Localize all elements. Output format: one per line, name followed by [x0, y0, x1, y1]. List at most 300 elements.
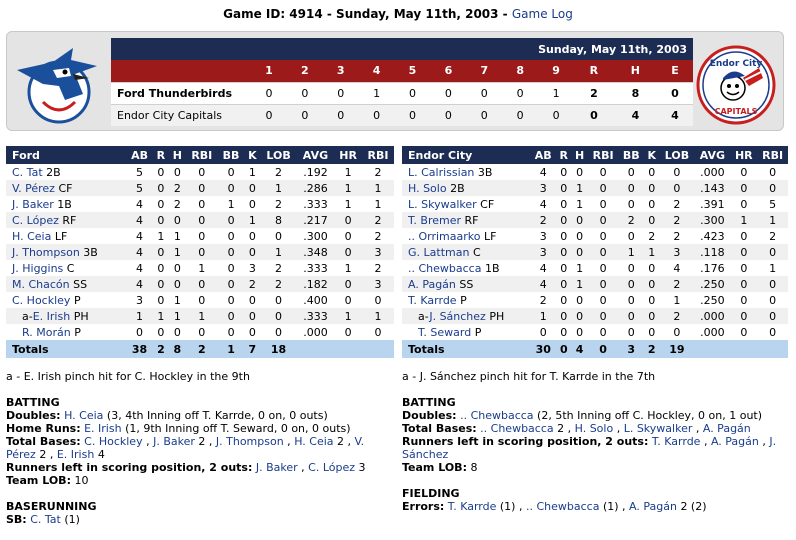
stat-cell: 4: [136, 261, 144, 275]
stat-cell: 0: [173, 325, 181, 339]
stat-cell: 0: [153, 244, 169, 260]
stat-cell: 0: [248, 293, 256, 307]
player-cell: [6, 164, 126, 180]
doubles-line: [402, 409, 788, 422]
player-link[interactable]: M. Chacón: [12, 277, 70, 291]
errors-header: E: [657, 60, 693, 82]
stat-cell: 0: [248, 325, 256, 339]
runs-header: R: [574, 60, 614, 82]
player-link[interactable]: H. Solo: [574, 422, 614, 435]
stat-cell: 0: [730, 308, 757, 324]
stat-cell: 1: [576, 261, 584, 275]
stat-cell: 0: [571, 308, 587, 324]
stat-cell: 0: [618, 180, 644, 196]
col-rbi: RBI: [588, 146, 619, 164]
player-link[interactable]: .. Chewbacca: [480, 422, 554, 435]
stat-cell: 0: [560, 229, 568, 243]
stat-cell: 0: [757, 180, 788, 196]
player-position: C: [472, 245, 481, 259]
inning-score: 0: [323, 104, 359, 126]
inning-score: 1: [359, 82, 395, 104]
stat-cell: 0: [218, 308, 245, 324]
col-r: R: [153, 146, 169, 164]
stat-cell: 0: [740, 293, 748, 307]
total-errors: 4: [657, 104, 693, 126]
stat-cell: 0: [227, 261, 235, 275]
errors-label: Errors:: [402, 500, 445, 513]
stat-cell: 0: [599, 229, 607, 243]
game-log-link[interactable]: Game Log: [511, 7, 573, 21]
stat-cell: 4: [136, 229, 144, 243]
player-link[interactable]: C. Hockley: [84, 435, 143, 448]
stat-cell: .250: [700, 293, 725, 307]
stat-cell: 1: [126, 308, 153, 324]
stat-cell: 4: [673, 261, 681, 275]
player-row: [402, 292, 788, 308]
player-position: 3B: [477, 165, 493, 179]
player-position: RF: [464, 213, 479, 227]
stat-cell: 4: [530, 276, 556, 292]
player-row: [402, 180, 788, 196]
player-link[interactable]: L. Calrissian: [408, 165, 475, 179]
player-cell: [6, 292, 126, 308]
col-lob: LOB: [260, 146, 296, 164]
player-row: [6, 228, 394, 244]
stat-cell: 0: [248, 197, 256, 211]
player-row: [402, 164, 788, 180]
endor-batting-table: [402, 146, 788, 358]
totals-cell: [362, 340, 394, 358]
inning-score: 0: [430, 82, 466, 104]
stat-cell: 2: [374, 229, 382, 243]
total-bases-list: C. Hockley , J. Baker 2 , J. Thompson , H. Ceia 2 , V. Pérez 2 , E. Irish 4: [6, 435, 365, 461]
player-cell: [6, 324, 126, 340]
totals-cell: [297, 340, 335, 358]
player-link[interactable]: J. Thompson: [12, 245, 80, 259]
player-link[interactable]: A. Pagán: [408, 277, 456, 291]
player-row: [6, 164, 394, 180]
stat-cell: 0: [556, 244, 571, 260]
player-link[interactable]: G. Lattman: [408, 245, 470, 259]
stat-cell: 0: [627, 261, 635, 275]
pinch-hit-note: a - J. Sánchez pinch hit for T. Karrde in the 7th: [402, 370, 656, 383]
stat-cell: 0: [648, 293, 656, 307]
stat-cell: 1: [362, 180, 394, 196]
stat-cell: 0: [560, 261, 568, 275]
player-position: SS: [459, 277, 474, 291]
player-link[interactable]: C. Hockley: [12, 293, 71, 307]
stat-cell: 0: [344, 229, 352, 243]
player-value: 2: [198, 435, 206, 448]
player-row: [402, 196, 788, 212]
stat-cell: 2: [260, 276, 296, 292]
totals-cell: 1: [218, 340, 245, 358]
stat-cell: 0: [757, 308, 788, 324]
totals-cell: [694, 340, 730, 358]
totals-cell: 2: [153, 340, 169, 358]
player-cell: [6, 244, 126, 260]
stat-cell: 2: [374, 261, 382, 275]
total-bases-list: .. Chewbacca 2 , H. Solo , L. Skywalker , A. Pagán: [480, 422, 751, 435]
stat-cell: 0: [227, 325, 235, 339]
stat-cell: .286: [297, 180, 335, 196]
stat-cell: 2: [173, 197, 181, 211]
player-link[interactable]: J. Thompson: [215, 435, 284, 448]
stat-cell: .192: [303, 165, 328, 179]
stat-cell: 0: [169, 212, 186, 228]
stat-cell: 0: [757, 244, 788, 260]
stat-cell: 2: [659, 308, 694, 324]
inning-header: 4: [359, 60, 395, 82]
player-value: 3: [358, 461, 366, 474]
stat-cell: 0: [648, 261, 656, 275]
stat-cell: 0: [627, 325, 635, 339]
stat-cell: 0: [334, 244, 362, 260]
stat-cell: 1: [260, 244, 296, 260]
stat-cell: 0: [556, 308, 571, 324]
logo-text-top: Endor City: [709, 59, 763, 69]
player-link[interactable]: J. Sánchez: [429, 309, 486, 323]
player-link[interactable]: J. Higgins: [12, 261, 64, 275]
player-position: P: [73, 293, 81, 307]
stat-cell: .217: [297, 212, 335, 228]
totals-cell: [757, 340, 788, 358]
stat-cell: 0: [730, 244, 757, 260]
stat-cell: 1: [227, 197, 235, 211]
game-title: Game ID: 4914 - Sunday, May 11th, 2003 -: [223, 7, 508, 21]
stat-cell: 0: [157, 165, 165, 179]
total-bases-line: [6, 435, 390, 461]
stat-cell: 2: [275, 165, 283, 179]
stat-cell: 1: [244, 212, 260, 228]
stat-cell: 0: [588, 212, 619, 228]
player-link[interactable]: T. Karrde: [651, 435, 701, 448]
stat-cell: .348: [297, 244, 335, 260]
player-link[interactable]: A. Pagán: [629, 500, 677, 513]
stat-cell: 1: [344, 261, 352, 275]
player-row: [6, 276, 394, 292]
player-position: RF: [62, 213, 77, 227]
stat-cell: 4: [126, 244, 153, 260]
inning-score: 0: [251, 104, 287, 126]
team-lob-label: Team LOB:: [6, 474, 71, 487]
linescore-row-away: [111, 82, 693, 104]
player-link[interactable]: C. Tat: [12, 165, 43, 179]
inning-score: 0: [395, 104, 431, 126]
stat-cell: 0: [648, 197, 656, 211]
total-hits: 4: [614, 104, 657, 126]
col-bb: BB: [218, 146, 245, 164]
player-row: [6, 212, 394, 228]
player-link[interactable]: .. Chewbacca: [525, 500, 600, 513]
player-link[interactable]: T. Bremer: [408, 213, 462, 227]
stat-cell: 1: [374, 197, 382, 211]
team-lob-line: [6, 474, 390, 487]
stat-cell: 1: [169, 244, 186, 260]
player-link[interactable]: H. Ceia: [12, 229, 52, 243]
col-rbi: RBI: [186, 146, 218, 164]
stat-cell: 0: [275, 293, 283, 307]
stat-cell: 0: [374, 325, 382, 339]
inning-score: 0: [287, 82, 323, 104]
fielding-title: FIELDING: [402, 487, 460, 500]
totals-cell: 7: [244, 340, 260, 358]
totals-label: Totals: [402, 340, 530, 358]
stat-cell: .300: [694, 212, 730, 228]
game-header: [0, 7, 796, 21]
col-hr: HR: [334, 146, 362, 164]
stat-cell: 4: [539, 197, 547, 211]
stat-cell: .391: [700, 197, 725, 211]
stat-cell: 3: [530, 180, 556, 196]
stat-cell: 0: [740, 325, 748, 339]
inning-header: 8: [502, 60, 538, 82]
stat-cell: 0: [627, 197, 635, 211]
totals-row: [6, 340, 394, 358]
stat-cell: 0: [644, 180, 659, 196]
stat-cell: 0: [198, 229, 206, 243]
inning-score: 0: [502, 104, 538, 126]
player-position: CF: [58, 181, 73, 195]
inning-score: 0: [466, 82, 502, 104]
stat-cell: 0: [571, 244, 587, 260]
stat-cell: .333: [297, 308, 335, 324]
player-link[interactable]: .. Chewbacca: [460, 409, 534, 422]
stat-cell: 0: [218, 212, 245, 228]
stat-cell: 0: [730, 180, 757, 196]
stat-cell: 0: [648, 165, 656, 179]
stat-cell: .250: [694, 276, 730, 292]
player-cell: [6, 228, 126, 244]
stat-cell: 1: [576, 197, 584, 211]
stat-cell: 2: [374, 165, 382, 179]
player-link[interactable]: L. Skywalker: [623, 422, 693, 435]
stat-cell: 0: [560, 165, 568, 179]
player-row: [6, 180, 394, 196]
stat-cell: 1: [362, 308, 394, 324]
stat-cell: 8: [260, 212, 296, 228]
stat-cell: 0: [576, 293, 584, 307]
stat-cell: 1: [334, 308, 362, 324]
totals-cell: 38: [126, 340, 153, 358]
player-link[interactable]: R. Morán: [22, 325, 71, 339]
team-lob-line: [402, 461, 788, 474]
player-link[interactable]: T. Karrde: [408, 293, 457, 307]
home-runs-label: Home Runs:: [6, 422, 81, 435]
stat-cell: 4: [126, 212, 153, 228]
stat-cell: .000: [700, 165, 725, 179]
player-link[interactable]: J. Baker: [255, 461, 298, 474]
totals-cell: [730, 340, 757, 358]
totals-cell: 2: [644, 340, 659, 358]
stat-cell: 0: [556, 180, 571, 196]
stat-cell: 0: [344, 293, 352, 307]
stat-cell: 0: [644, 212, 659, 228]
blue-jay-logo: [13, 40, 103, 130]
player-link[interactable]: L. Skywalker: [408, 197, 477, 211]
hits-header: H: [614, 60, 657, 82]
stat-cell: 0: [344, 325, 352, 339]
player-row: [402, 324, 788, 340]
player-position: 3B: [83, 245, 98, 259]
team-column-header: Ford: [6, 146, 126, 164]
player-position: 1B: [484, 261, 500, 275]
stat-cell: 1: [644, 244, 659, 260]
player-row: [6, 196, 394, 212]
player-position: PH: [73, 309, 89, 323]
team-lob-value: 10: [74, 474, 89, 487]
player-position: 2B: [450, 181, 465, 195]
risp-line: [6, 461, 390, 474]
inning-score: 0: [323, 82, 359, 104]
team-lob-value: 8: [470, 461, 478, 474]
stat-cell: 1: [673, 293, 681, 307]
totals-cell: 0: [588, 340, 619, 358]
col-avg: AVG: [297, 146, 335, 164]
errors-line: [402, 500, 788, 513]
stat-cell: 0: [627, 229, 635, 243]
player-position: PH: [489, 309, 505, 323]
stat-cell: 1: [730, 212, 757, 228]
inning-header: 3: [323, 60, 359, 82]
stat-cell: 0: [740, 229, 748, 243]
sb-value: (1): [64, 513, 80, 526]
player-link[interactable]: H. Solo: [408, 181, 447, 195]
stat-cell: 3: [248, 261, 256, 275]
stat-cell: 0: [539, 325, 547, 339]
sub-prefix: a-: [418, 309, 430, 323]
player-link[interactable]: V. Pérez: [12, 181, 55, 195]
stat-cell: 5: [769, 197, 777, 211]
col-hr: HR: [730, 146, 757, 164]
inning-score: 0: [502, 82, 538, 104]
team-column-header: Endor City: [402, 146, 530, 164]
player-link[interactable]: E. Irish: [84, 422, 122, 435]
stat-cell: 0: [198, 197, 206, 211]
total-hits: 8: [614, 82, 657, 104]
errors-list: T. Karrde (1) , .. Chewbacca (1) , A. Pagán 2 (2): [447, 500, 707, 513]
stat-cell: 0: [334, 276, 362, 292]
stat-cell: 0: [136, 325, 144, 339]
totals-row: [402, 340, 788, 358]
risp-label: Runners left in scoring position, 2 outs:: [6, 461, 253, 474]
risp-list: J. Baker , C. López 3: [255, 461, 366, 474]
stat-cell: 0: [576, 165, 584, 179]
total-runs: 0: [574, 104, 614, 126]
stat-cell: 2: [673, 197, 681, 211]
inning-header: 1: [251, 60, 287, 82]
col-avg: AVG: [694, 146, 730, 164]
player-link[interactable]: C. Tat: [30, 513, 61, 526]
doubles-label: Doubles:: [6, 409, 61, 422]
player-position: CF: [480, 197, 495, 211]
stat-cell: 0: [599, 165, 607, 179]
stat-cell: 0: [244, 244, 260, 260]
stat-cell: 0: [599, 261, 607, 275]
doubles-detail: (2, 5th Inning off C. Hockley, 0 on, 1 out): [537, 409, 763, 422]
totals-label: Totals: [6, 340, 126, 358]
home-runs-line: [6, 422, 390, 435]
col-ab: AB: [530, 146, 556, 164]
player-value: 2: [337, 435, 345, 448]
stat-cell: 0: [648, 325, 656, 339]
player-link[interactable]: H. Ceia: [64, 409, 104, 422]
col-k: K: [644, 146, 659, 164]
totals-cell: 4: [571, 340, 587, 358]
col-k: K: [244, 146, 260, 164]
player-value: (1): [499, 500, 516, 513]
stat-cell: 3: [539, 229, 547, 243]
player-cell: [402, 180, 530, 196]
player-link[interactable]: E. Irish: [56, 448, 95, 461]
stat-cell: 3: [362, 276, 394, 292]
stat-cell: 0: [644, 308, 659, 324]
stat-cell: 0: [769, 293, 777, 307]
stat-cell: 1: [344, 197, 352, 211]
stat-cell: 0: [588, 276, 619, 292]
stat-cell: 4: [539, 261, 547, 275]
risp-line: [402, 435, 788, 461]
totals-cell: 19: [659, 340, 694, 358]
stat-cell: 2: [362, 212, 394, 228]
stat-cell: 5: [136, 165, 144, 179]
inning-score: 0: [251, 82, 287, 104]
stat-cell: 0: [260, 308, 296, 324]
stat-cell: 0: [169, 276, 186, 292]
stat-cell: 0: [673, 325, 681, 339]
player-link[interactable]: J. Sánchez: [402, 435, 777, 461]
stat-cell: .000: [694, 308, 730, 324]
player-link[interactable]: J. Baker: [12, 197, 54, 211]
stat-cell: 0: [218, 180, 245, 196]
stat-cell: 1: [344, 165, 352, 179]
totals-cell: 0: [556, 340, 571, 358]
player-link[interactable]: A. Pagán: [702, 422, 751, 435]
stat-cell: 3: [136, 293, 144, 307]
player-link[interactable]: J. Baker: [153, 435, 195, 448]
stat-cell: 1: [618, 244, 644, 260]
player-link[interactable]: H. Ceia: [294, 435, 334, 448]
stat-cell: 0: [659, 180, 694, 196]
stat-cell: 0: [769, 325, 777, 339]
player-row: [6, 308, 394, 324]
stat-cell: 0: [153, 180, 169, 196]
stat-cell: 2: [275, 261, 283, 275]
player-value: 2: [39, 448, 47, 461]
totals-cell: 18: [260, 340, 296, 358]
player-link[interactable]: C. López: [308, 461, 356, 474]
stat-cell: 2: [244, 276, 260, 292]
player-link[interactable]: .. Orrimaarko: [408, 229, 481, 243]
player-link[interactable]: E. Irish: [32, 309, 71, 323]
player-cell: [402, 292, 530, 308]
player-link[interactable]: A. Pagán: [710, 435, 759, 448]
player-cell: [402, 308, 530, 324]
stat-cell: 1: [173, 229, 181, 243]
player-link[interactable]: C. López: [12, 213, 59, 227]
player-row: [6, 260, 394, 276]
player-link[interactable]: T. Seward: [418, 325, 472, 339]
player-link[interactable]: T. Karrde: [447, 500, 497, 513]
stat-cell: 0: [618, 276, 644, 292]
player-link[interactable]: V. Pérez: [6, 435, 365, 461]
player-row: [6, 324, 394, 340]
player-link[interactable]: .. Chewbacca: [408, 261, 482, 275]
scoreboard: [6, 31, 784, 131]
total-bases-label: Total Bases:: [402, 422, 477, 435]
inning-header: 9: [538, 60, 574, 82]
stat-cell: 0: [576, 325, 584, 339]
